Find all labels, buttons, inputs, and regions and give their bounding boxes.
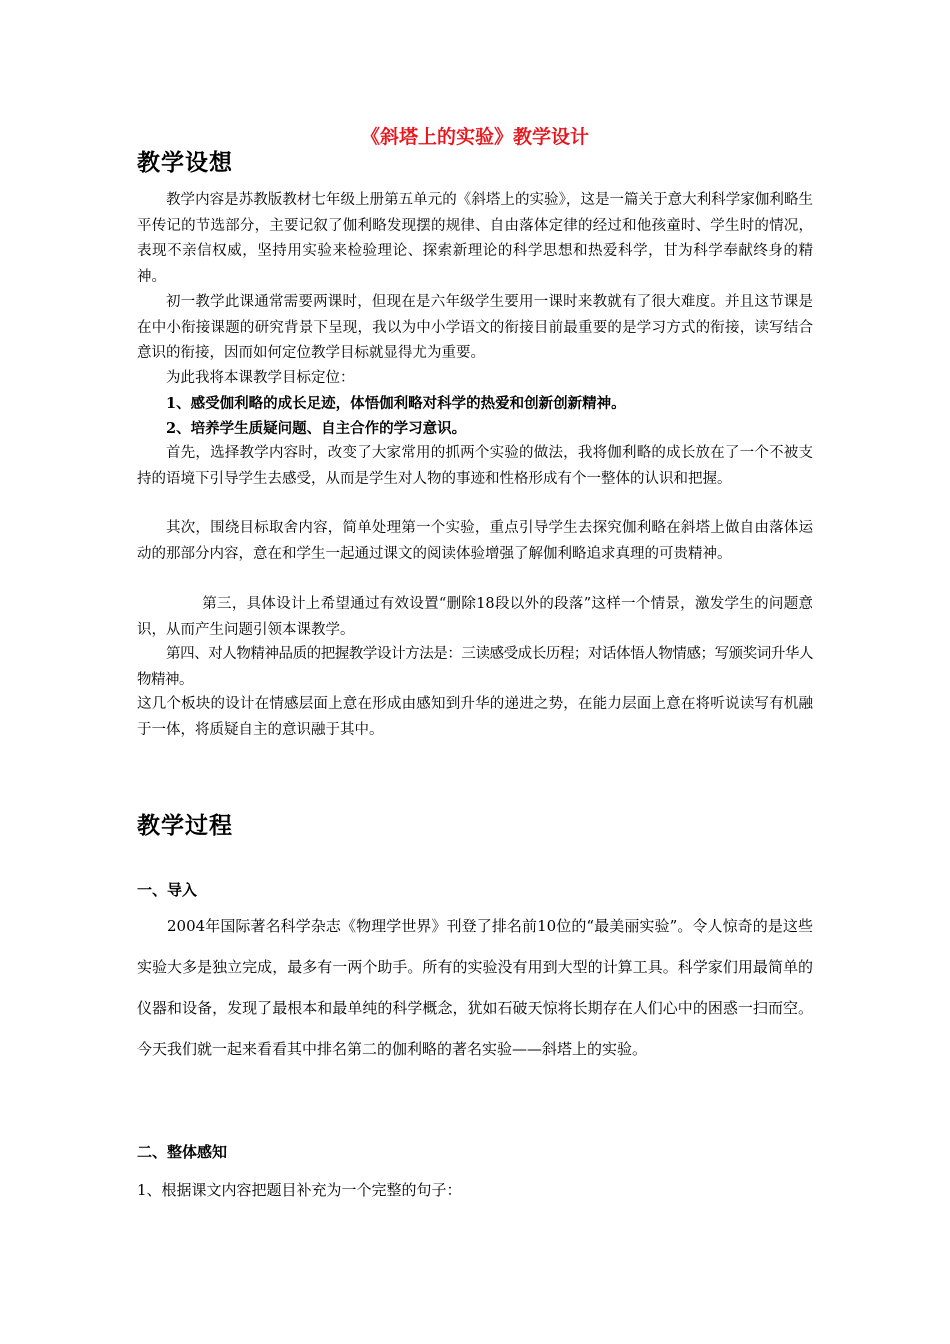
section-heading-process: 教学过程 <box>137 812 233 839</box>
design-paragraph-fourth: 第四、对人物精神品质的把握教学设计方法是：三读感受成长历程；对话体悟人物情感；写颁奖词升华人物精神。 <box>137 646 813 688</box>
intro-heading: 一、导入 <box>137 881 198 899</box>
design-paragraph-second: 其次，围绕目标取舍内容，简单处理第一个实验，重点引导学生去探究伽利略在斜塔上做自由落体运动的那部分内容，意在和学生一起通过课文的阅读体验增强了解伽利略追求真理的可贵精神。 <box>137 520 813 562</box>
design-objective-2: 2、培养学生质疑问题、自主合作的学习意识。 <box>166 420 467 437</box>
design-paragraph-summary: 这几个板块的设计在情感层面上意在形成由感知到升华的递进之势，在能力层面上意在将听说读写有机融于一体，将质疑自主的意识融于其中。 <box>137 696 813 738</box>
design-objective-intro: 为此我将本课教学目标定位： <box>166 370 355 386</box>
overall-item-1: 1、根据课文内容把题目补充为一个完整的句子： <box>137 1181 462 1199</box>
design-paragraph-2: 初一教学此课通常需要两课时，但现在是六年级学生要用一课时来教就有了很大难度。并且这节课是在中小衔接课题的研究背景下呈现，我以为中小学语文的衔接目前最重要的是学习方式的衔接，读写结合意识的衔接，因而如何定位教学目标就显得尤为重要。 <box>137 294 813 361</box>
design-objective-1: 1、感受伽利略的成长足迹，体悟伽利略对科学的热爱和创新创新精神。 <box>166 395 626 412</box>
overall-heading: 二、整体感知 <box>137 1143 228 1161</box>
design-paragraph-third: 第三，具体设计上希望通过有效设置“删除18段以外的段落”这样一个情景，激发学生的问题意识，从而产生问题引领本课教学。 <box>137 596 813 638</box>
intro-paragraph: 2004年国际著名科学杂志《物理学世界》刊登了排名前10位的“最美丽实验”。令人惊奇的是这些实验大多是独立完成，最多有一两个助手。所有的实验没有用到大型的计算工具。科学家们用最简单的仪器和设备，发现了最根本和最单纯的科学概念，犹如石破天惊将长期存在人们心中的困惑一扫而空。今天我们就一起来看看其中排名第二的伽利略的著名实验——斜塔上的实验。 <box>137 917 813 1058</box>
design-paragraph-first: 首先，选择教学内容时，改变了大家常用的抓两个实验的做法，我将伽利略的成长放在了一个不被支持的语境下引导学生去感受，从而是学生对人物的事迹和性格形成有个一整体的认识和把握。 <box>137 445 813 487</box>
document-title: 《斜塔上的实验》教学设计 <box>360 126 589 148</box>
design-paragraph-1: 教学内容是苏教版教材七年级上册第五单元的《斜塔上的实验》，这是一篇关于意大利科学家伽利略生平传记的节选部分，主要记叙了伽利略发现摆的规律、自由落体定律的经过和他孩童时、学生时的情况，表现不亲信权威，坚持用实验来检验理论、探索新理论的科学思想和热爱科学，甘为科学奉献终身的精神。 <box>137 192 813 285</box>
section-heading-design: 教学设想 <box>137 149 233 176</box>
